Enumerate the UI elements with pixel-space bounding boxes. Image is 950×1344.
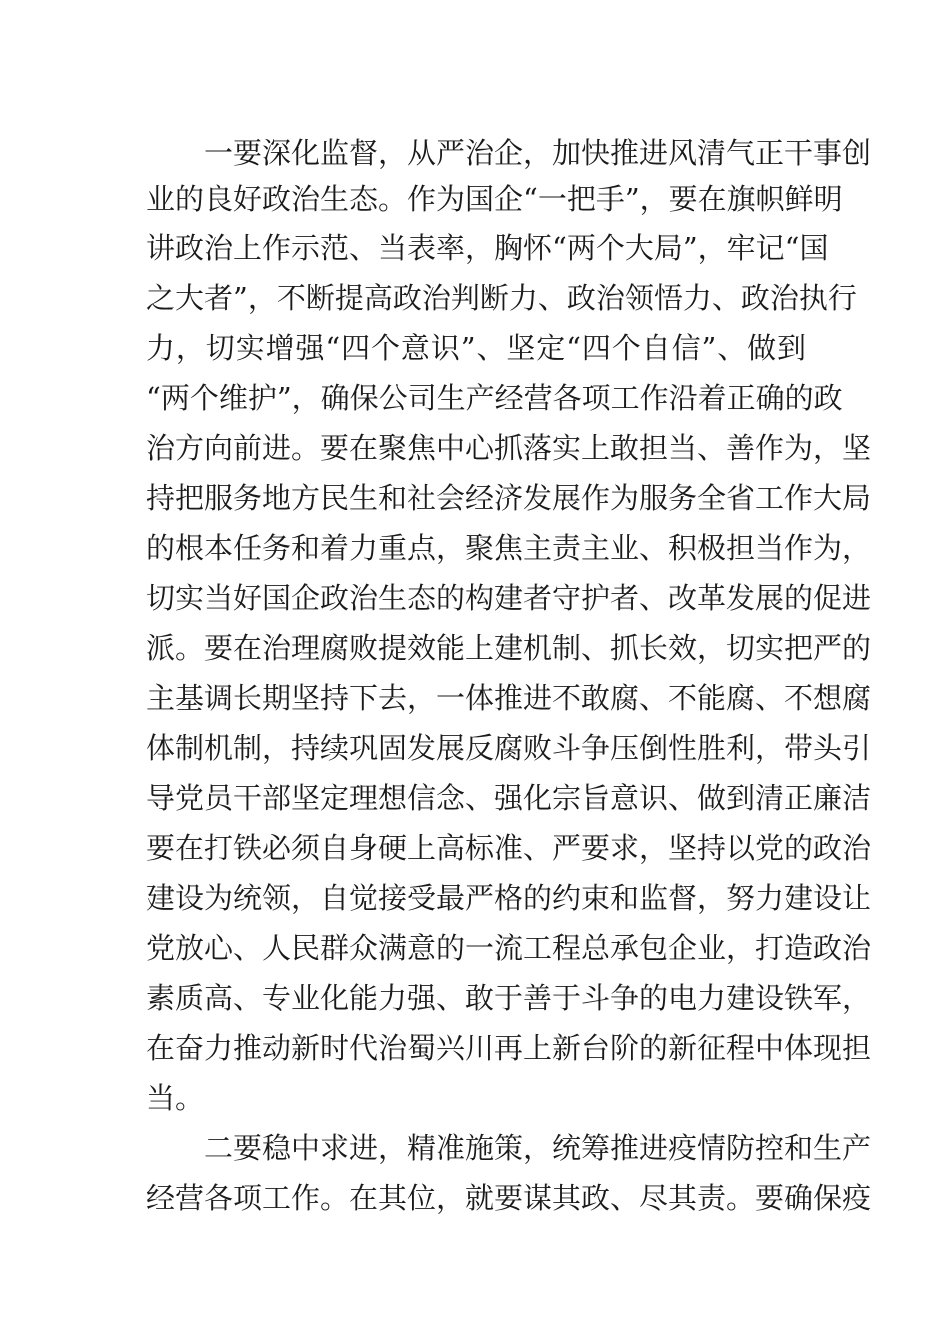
paragraph-1-line-18: 素质高、专业化能力强、敢于善于斗争的电力建设铁军， [146, 981, 872, 1015]
paragraph-1-line-9: 的根本任务和着力重点，聚焦主责主业、积极担当作为， [146, 531, 872, 565]
paragraph-1-line-2: 业的良好政治生态。作为国企“一把手”，要在旗帜鲜明 [146, 182, 843, 216]
paragraph-1-line-3: 讲政治上作示范、当表率，胸怀“两个大局”，牢记“国 [146, 231, 829, 265]
paragraph-1-line-13: 体制机制，持续巩固发展反腐败斗争压倒性胜利，带头引 [146, 731, 872, 765]
paragraph-1-line-1: 一要深化监督，从严治企，加快推进风清气正干事创 [204, 136, 872, 170]
paragraph-1-line-8: 持把服务地方民生和社会经济发展作为服务全省工作大局 [146, 481, 872, 515]
paragraph-1-line-15: 要在打铁必须自身硬上高标准、严要求，坚持以党的政治 [146, 831, 872, 865]
paragraph-1-line-12: 主基调长期坚持下去，一体推进不敢腐、不能腐、不想腐 [146, 681, 872, 715]
paragraph-1-line-5: 力，切实增强“四个意识”、坚定“四个自信”、做到 [146, 331, 806, 365]
paragraph-1-line-4: 之大者”，不断提高政治判断力、政治领悟力、政治执行 [146, 281, 857, 315]
paragraph-1-line-10: 切实当好国企政治生态的构建者守护者、改革发展的促进 [146, 581, 872, 615]
paragraph-2-line-2: 经营各项工作。在其位，就要谋其政、尽其责。要确保疫 [146, 1181, 872, 1215]
paragraph-1-line-20: 当。 [146, 1081, 205, 1115]
paragraph-1-line-6: “两个维护”，确保公司生产经营各项工作沿着正确的政 [146, 381, 843, 415]
paragraph-1-line-14: 导党员干部坚定理想信念、强化宗旨意识、做到清正廉洁 [146, 781, 872, 815]
paragraph-1-line-11: 派。要在治理腐败提效能上建机制、抓长效，切实把严的 [146, 631, 872, 665]
paragraph-2-line-1: 二要稳中求进，精准施策，统筹推进疫情防控和生产 [204, 1131, 872, 1165]
paragraph-1-line-16: 建设为统领，自觉接受最严格的约束和监督，努力建设让 [146, 881, 872, 915]
paragraph-1-line-17: 党放心、人民群众满意的一流工程总承包企业，打造政治 [146, 931, 872, 965]
paragraph-1-line-19: 在奋力推动新时代治蜀兴川再上新台阶的新征程中体现担 [146, 1031, 872, 1065]
paragraph-1-line-7: 治方向前进。要在聚焦中心抓落实上敢担当、善作为，坚 [146, 431, 872, 465]
